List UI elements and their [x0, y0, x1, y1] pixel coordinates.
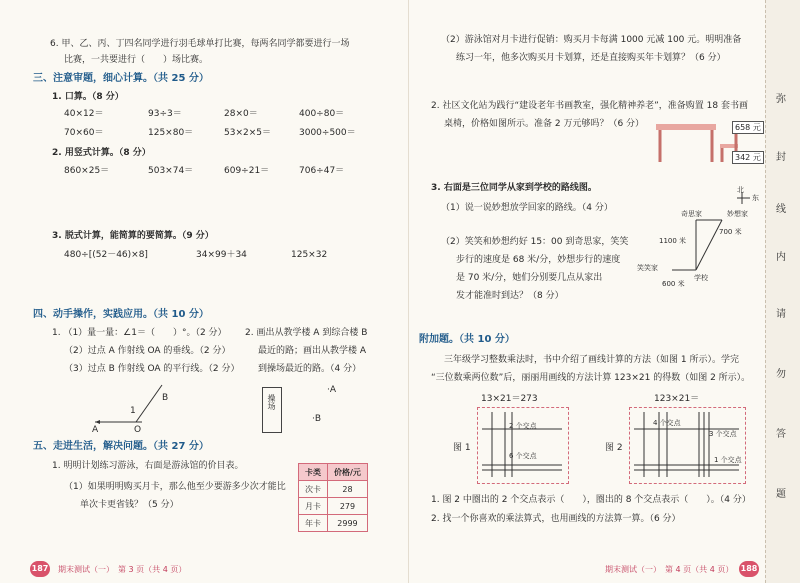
point-A-text: A [329, 385, 337, 395]
oral-2-3: 53×2×5＝ [224, 128, 271, 138]
vertical-3: 609÷21＝ [224, 166, 270, 176]
page-number-right: 188 [739, 561, 759, 577]
s4-q2b: 最近的路；画出从教学楼 A [258, 346, 367, 356]
desk-price: 658 元 [732, 121, 764, 134]
fig1-nodes-6: 6 个交点 [509, 452, 537, 460]
oral-1-4: 400÷80＝ [299, 109, 345, 119]
s4-q1b: （2）过点 A 作射线 OA 的垂线。（2 分） [64, 346, 231, 356]
point-A-dot: ·A [327, 385, 337, 395]
point-B-dot: ·B [312, 414, 322, 424]
figure-2-lines [629, 407, 744, 482]
vertical-1: 860×25＝ [64, 166, 110, 176]
section-4-heading: 四、动手操作，实践应用。（共 10 分） [33, 309, 209, 320]
mixed-1: 480÷[(52－46)×8] [64, 250, 148, 260]
section-5-heading: 五、走进生活，解决问题。（共 27 分） [33, 441, 209, 452]
r3b1: （2）笑笑和妙想约好 15：00 到奇思家，笑笑 [441, 237, 629, 247]
distance-1100: 1100 米 [659, 237, 687, 245]
miaoxiang-home-label: 妙想家 [727, 210, 748, 218]
figure-1-title: 13×21＝273 [481, 394, 538, 404]
binding-char: 答 [776, 429, 786, 440]
figure-2-label: 图 2 [605, 443, 623, 453]
r3b2: 步行的速度是 68 米/分，妙想步行的速度 [456, 255, 621, 265]
binding-char: 弥 [776, 94, 786, 105]
s3-q3: 3. 脱式计算，能简算的要简算。（9 分） [52, 231, 214, 241]
s3-q2: 2. 用竖式计算。（8 分） [52, 148, 151, 158]
binding-char: 内 [776, 252, 786, 263]
r1a: （2）游泳馆对月卡进行促销：购买月卡每满 1000 元减 100 元。明明准备 [441, 35, 742, 45]
playground-box [262, 387, 282, 433]
distance-700: 700 米 [719, 228, 742, 236]
s5-q1a: （1）如果明明购买月卡，那么他至少要游多少次才能比 [64, 482, 286, 492]
binding-margin [765, 0, 800, 583]
oral-1-1: 40×12＝ [64, 109, 104, 119]
point-o-label: O [134, 425, 142, 435]
north-label: 北 [737, 186, 744, 194]
table-row: 年卡 2999 [299, 515, 368, 532]
point-a-label: A [92, 425, 99, 435]
s5-q1: 1. 明明计划练习游泳，右面是游泳馆的价目表。 [52, 461, 244, 471]
angle-1-label: 1 [130, 406, 136, 416]
binding-char: 线 [776, 204, 786, 215]
extra-text-2: “三位数乘两位数”后，丽丽用画线的方法计算 123×21 的得数（如图 2 所示）。 [431, 373, 751, 383]
chair-price: 342 元 [732, 151, 764, 164]
fig1-nodes-2: 2 个交点 [509, 422, 537, 430]
question-6-cont: 比赛，一共要进行（ ）场比赛。 [64, 55, 209, 65]
extra-text-1: 三年级学习整数乘法时，书中介绍了画线计算的方法（如图 1 所示）。学完 [444, 355, 739, 365]
oral-2-4: 3000÷500＝ [299, 128, 356, 138]
s4-q1a: 1. （1）量一量：∠1＝（ ）°。（2 分） [52, 328, 227, 338]
section-3-heading: 三、注意审题，细心计算。（共 25 分） [33, 73, 209, 84]
extra-q1: 1. 图 2 中圈出的 2 个交点表示（ ），圈出的 8 个交点表示（ ）。（4 分） [431, 495, 751, 505]
binding-char: 请 [776, 309, 786, 320]
oral-2-1: 70×60＝ [64, 128, 104, 138]
page-number-left: 187 [30, 561, 50, 577]
r2b: 桌椅，价格如图所示。准备 2 万元够吗？（6 分） [444, 119, 645, 129]
r1b: 练习一年，他多次购买月卡划算，还是直接购买年卡划算？（6 分） [456, 53, 726, 63]
qisi-home-label: 奇思家 [681, 210, 702, 218]
r3b4: 发才能准时到达？（8 分） [456, 291, 564, 301]
extra-q2: 2. 找一个你喜欢的乘法算式，也用画线的方法算一算。（6 分） [431, 514, 681, 524]
angle-diagram [90, 380, 290, 440]
price-table [298, 463, 368, 532]
s5-q1b: 单次卡更省钱？（5 分） [80, 500, 179, 510]
east-label: 东 [752, 194, 759, 202]
mixed-3: 125×32 [291, 250, 328, 260]
figure-1-lines [477, 407, 567, 482]
distance-600: 600 米 [662, 280, 685, 288]
figure-2-title: 123×21＝ [654, 394, 700, 404]
vertical-2: 503×74＝ [148, 166, 194, 176]
figure-1-label: 图 1 [453, 443, 471, 453]
school-label: 学校 [694, 274, 708, 282]
table-header: 价格/元 [328, 464, 368, 481]
binding-char: 勿 [776, 369, 786, 380]
r3b3: 是 70 米/分，她们分别要几点从家出 [456, 273, 603, 283]
point-B-text: B [314, 414, 322, 424]
fig2-nodes-4: 4 个交点 [653, 419, 681, 427]
footer-right: 期末测试（一） 第 4 页（共 4 页） [605, 565, 734, 574]
s4-q1c: （3）过点 B 作射线 OA 的平行线。（2 分） [64, 364, 240, 374]
mixed-2: 34×99＋34 [196, 250, 247, 260]
question-6: 6. 甲、乙、丙、丁四名同学进行羽毛球单打比赛，每两名同学都要进行一场 [50, 39, 350, 49]
binding-char: 封 [776, 152, 786, 163]
footer-left: 期末测试（一） 第 3 页（共 4 页） [58, 565, 187, 574]
r2a: 2. 社区文化站为践行“建设老年书画教室，强化精神养老”，准备购置 18 套书画 [431, 101, 748, 111]
playground-label: 操场 [267, 394, 276, 410]
right-page [409, 0, 765, 583]
oral-2-2: 125×80＝ [148, 128, 194, 138]
s4-q2c: 到操场最近的路。（4 分） [258, 364, 362, 374]
binding-char: 题 [776, 489, 786, 500]
xiaoxiao-home-label: 笑笑家 [637, 264, 658, 272]
table-header: 卡类 [299, 464, 328, 481]
r3a: （1）说一说妙想放学回家的路线。（4 分） [441, 203, 613, 213]
point-b-label: B [162, 393, 169, 403]
vertical-4: 706÷47＝ [299, 166, 345, 176]
table-row: 次卡 28 [299, 481, 368, 498]
fig2-nodes-1: 1 个交点 [714, 456, 742, 464]
oral-1-2: 93÷3＝ [148, 109, 182, 119]
extra-heading: 附加题。（共 10 分） [419, 334, 515, 345]
s4-q2a: 2. 画出从教学楼 A 到综合楼 B [245, 328, 368, 338]
r3: 3. 右面是三位同学从家到学校的路线图。 [431, 183, 597, 193]
fig2-nodes-3: 3 个交点 [709, 430, 737, 438]
oral-1-3: 28×0＝ [224, 109, 258, 119]
table-row: 月卡 279 [299, 498, 368, 515]
s3-q1: 1. 口算。（8 分） [52, 92, 124, 102]
